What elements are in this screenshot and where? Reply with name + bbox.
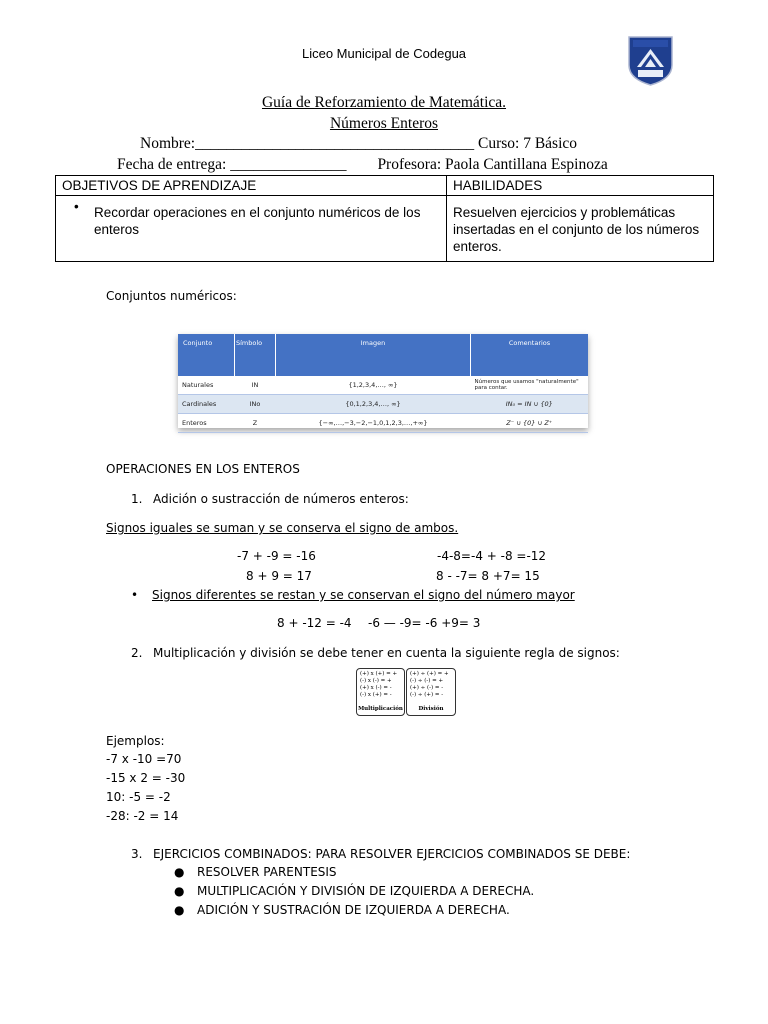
operations-item-1: Adición o sustracción de números enteros: xyxy=(153,492,409,506)
sets-table-image xyxy=(178,334,588,428)
list-number: 3. xyxy=(131,847,143,861)
objectives-header: OBJETIVOS DE APRENDIZAJE xyxy=(56,176,447,196)
operations-item-3: EJERCICIOS COMBINADOS: PARA RESOLVER EJERCICIOS COMBINADOS SE DEBE: xyxy=(153,847,631,861)
name-line xyxy=(140,135,577,153)
example-line: -4-8=-4 + -8 =-12 xyxy=(437,549,547,563)
list-number: 2. xyxy=(131,646,143,660)
document-subtitle: Números Enteros xyxy=(329,115,439,132)
multiplication-rules: (+) x (+) = + (-) x (-) = + (+) x (-) = - (-) x (+) = - xyxy=(360,671,398,698)
name-label: Nombre: xyxy=(140,135,196,152)
sign-rules-image xyxy=(356,668,456,716)
example-line: 8 + 9 = 17 xyxy=(246,569,312,583)
school-logo xyxy=(627,35,674,87)
sets-cell: {1,2,3,4,…, ∞} xyxy=(276,376,471,395)
bullet: ● xyxy=(174,865,185,879)
division-rules: (+) ÷ (+) = + (-) ÷ (-) = + (+) ÷ (-) = - (-) ÷ (+) = - xyxy=(410,671,449,698)
sets-cell: {0,1,2,3,4,…, ∞} xyxy=(276,395,471,414)
sets-cell: Naturales xyxy=(178,376,235,395)
sets-table xyxy=(178,334,588,433)
sets-header-comentarios: Comentarios xyxy=(471,334,589,376)
sets-cell: IN xyxy=(235,376,276,395)
date-line xyxy=(117,156,608,174)
sets-header-conjunto: Conjunto xyxy=(178,334,235,376)
division-caption: División xyxy=(418,706,444,712)
date-label: Fecha de entrega: xyxy=(117,156,227,173)
school-name: Liceo Municipal de Codegua xyxy=(301,46,467,61)
skills-text: Resuelven ejercicios y problemáticas insertadas en el conjunto de los números enteros. xyxy=(447,196,714,262)
sets-cell: {−∞,…,−3,−2,−1,0,1,2,3,…,+∞} xyxy=(276,414,471,433)
objectives-table xyxy=(55,175,714,262)
teacher-name: Profesora: Paola Cantillana Espinoza xyxy=(377,156,608,173)
objective-text: Recordar operaciones en el conjunto numéricos de los enteros xyxy=(94,205,421,237)
rule-same-signs: Signos iguales se suman y se conserva el signo de ambos. xyxy=(106,521,459,535)
skills-header: HABILIDADES xyxy=(447,176,714,196)
combined-step: RESOLVER PARENTESIS xyxy=(197,865,337,879)
sets-intro: Conjuntos numéricos: xyxy=(106,289,237,303)
sets-cell: Z⁻ ∪ {0} ∪ Z⁺ xyxy=(471,414,589,433)
course-label: Curso: 7 Básico xyxy=(477,135,578,152)
example-line: 8 - -7= 8 +7= 15 xyxy=(436,569,540,583)
sets-cell: INo xyxy=(235,395,276,414)
example-item: 10: -5 = -2 xyxy=(106,790,171,804)
combined-step: ADICIÓN Y SUSTRACIÓN DE IZQUIERDA A DERECHA. xyxy=(197,903,510,917)
bullet: ● xyxy=(174,884,185,898)
multiplication-rules-box xyxy=(356,668,405,716)
document-title: Guía de Reforzamiento de Matemática. xyxy=(261,94,507,111)
multiplication-caption: Multiplicación xyxy=(358,706,403,712)
objective-cell: • Recordar operaciones en el conjunto numéricos de los enteros xyxy=(56,196,447,262)
example-line: -6 — -9= -6 +9= 3 xyxy=(368,616,481,630)
example-line: -7 + -9 = -16 xyxy=(237,549,316,563)
example-line: 8 + -12 = -4 xyxy=(277,616,352,630)
sets-cell: Cardinales xyxy=(178,395,235,414)
examples-heading: Ejemplos: xyxy=(106,734,165,748)
example-item: -15 x 2 = -30 xyxy=(106,771,186,785)
sets-cell: Enteros xyxy=(178,414,235,433)
name-blank[interactable]: ____________________________________ xyxy=(195,135,475,152)
operations-heading: OPERACIONES EN LOS ENTEROS xyxy=(106,462,300,476)
sets-header-imagen: Imagen xyxy=(276,334,471,376)
sets-cell: Z xyxy=(235,414,276,433)
bullet: ● xyxy=(174,903,185,917)
sets-cell: Números que usamos "naturalmente" para contar. xyxy=(471,376,589,395)
example-item: -28: -2 = 14 xyxy=(106,809,179,823)
sets-cell: IN₀ = IN ∪ {0} xyxy=(471,395,589,414)
list-number: 1. xyxy=(131,492,143,506)
date-blank[interactable]: _______________ xyxy=(230,156,347,173)
division-rules-box xyxy=(406,668,456,716)
operations-item-2: Multiplicación y división se debe tener en cuenta la siguiente regla de signos: xyxy=(153,646,620,660)
rule-different-signs: Signos diferentes se restan y se conservan el signo del número mayor xyxy=(152,588,575,602)
combined-step: MULTIPLICACIÓN Y DIVISIÓN DE IZQUIERDA A DERECHA. xyxy=(197,884,535,898)
bullet: • xyxy=(131,588,139,602)
example-item: -7 x -10 =70 xyxy=(106,752,182,766)
sets-header-simbolo: Símbolo xyxy=(235,334,276,376)
